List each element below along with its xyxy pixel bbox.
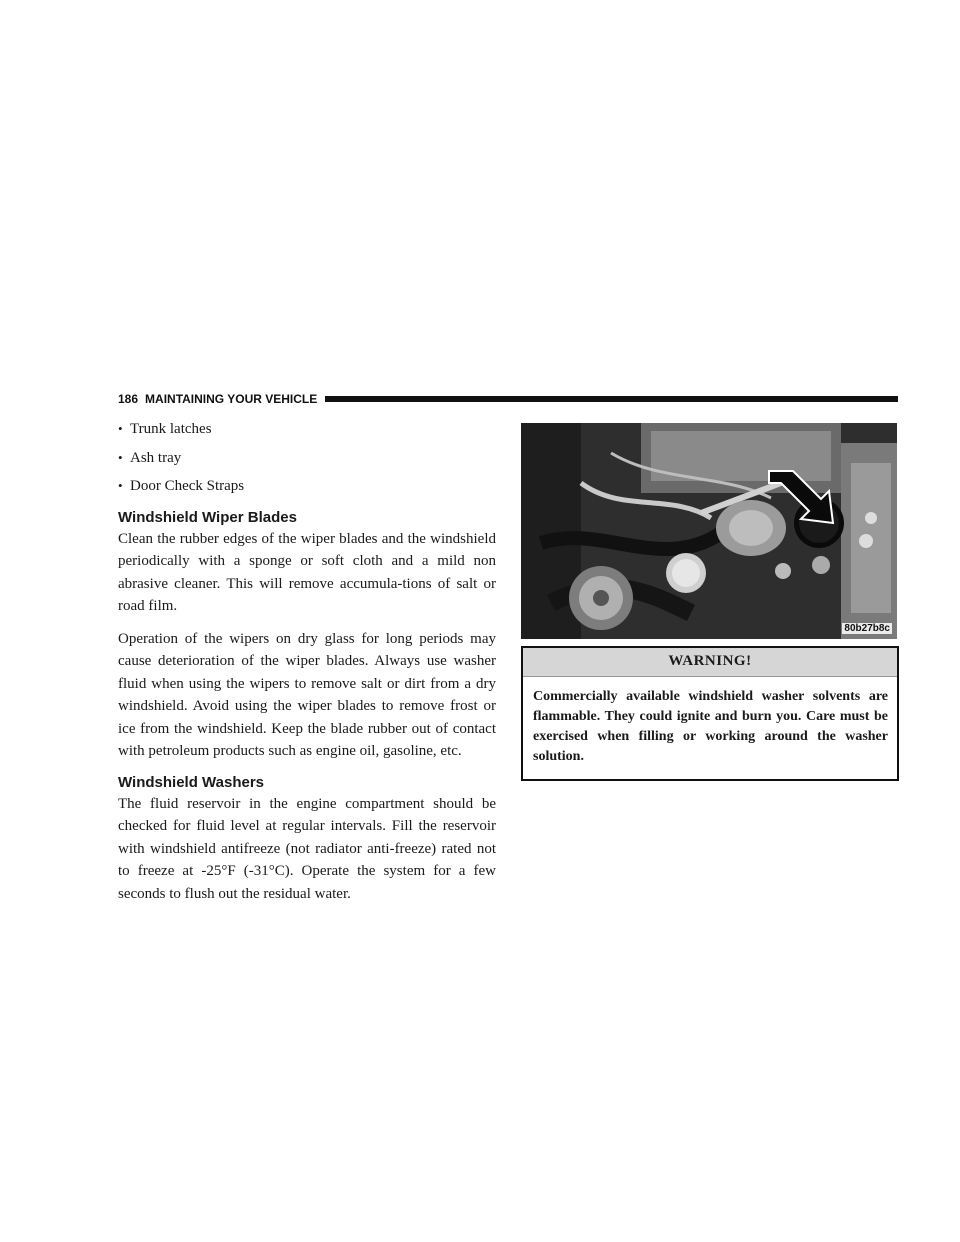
bullet-text: Trunk latches <box>130 421 212 437</box>
left-column <box>118 418 496 915</box>
engine-photo-illustration <box>521 423 897 639</box>
warning-box <box>521 646 899 781</box>
bullet-item <box>118 475 496 498</box>
header-rule <box>325 396 898 402</box>
figure-code: 80b27b8c <box>844 623 890 634</box>
bullet-item <box>118 447 496 470</box>
wiper-blades-heading: Windshield Wiper Blades <box>118 508 297 526</box>
wiper-blades-paragraph: Operation of the wipers on dry glass for long periods may cause deterioration of the wiper blades. Always use washer fluid when using the wipers to remove salt or dirt from a dry windshield. Avoid using the wiper blades to remove frost or ice from the windshield. Keep the blade rubber out of contact with petroleum products such as engine oil, gasoline, etc. <box>118 630 496 759</box>
engine-compartment-photo <box>521 423 897 639</box>
washers-heading: Windshield Washers <box>118 773 265 791</box>
bullet-icon: • <box>118 478 123 493</box>
bullet-text: Door Check Straps <box>130 478 245 494</box>
bullet-icon: • <box>118 421 123 436</box>
warning-text: Commercially available windshield washer solvents are flammable. They could ignite and burn you. Care must be exercised when filling or working around the washer solution. <box>533 689 888 764</box>
wiper-blades-paragraph: Clean the rubber edges of the wiper blades and the windshield periodically with a sponge or soft cloth and a mild non abrasive cleaner. This will remove accumula-tions of salt or road film. <box>118 530 496 614</box>
page-header <box>118 391 898 407</box>
bullet-icon: • <box>118 449 123 465</box>
bullet-item <box>118 418 496 441</box>
warning-title: WARNING! <box>523 648 897 677</box>
bullet-text: Ash tray <box>130 449 182 466</box>
washers-paragraph: The fluid reservoir in the engine compartment should be checked for fluid level at regular intervals. Fill the reservoir with windshield antifreeze (not radiator anti-freeze) rated not to freeze at -25°F (-31°C). Operate the system for a few seconds to flush out the residual water. <box>118 795 496 902</box>
page-number: 186 <box>118 392 139 406</box>
section-title: MAINTAINING YOUR VEHICLE <box>145 392 318 406</box>
